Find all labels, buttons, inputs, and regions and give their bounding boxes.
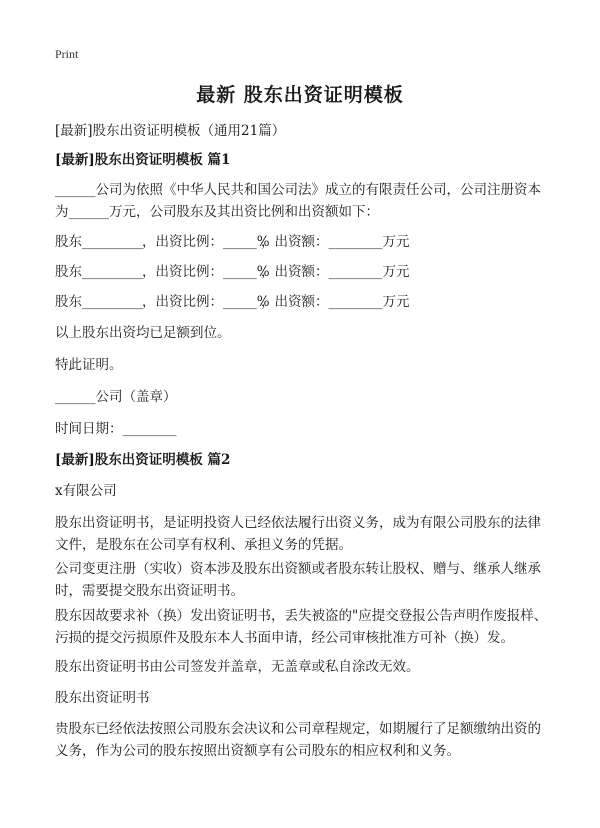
document-subtitle: [最新]股东出资证明模板（通用21篇）: [55, 123, 286, 139]
paragraph: 贵股东已经依法按照公司股东会决议和公司章程规定，如期履行了足额缴纳出资的义务，作为公司的股东按照出资额享有公司股东的相应权利和义务。: [55, 721, 541, 759]
document-title: 最新 股东出资证明模板: [196, 84, 404, 106]
contribution-amount: ，出资额：________万元: [261, 294, 410, 310]
company-seal-line: ______公司（盖章）: [55, 389, 177, 405]
contribution-ratio: ，出资比例：_____%: [142, 234, 270, 250]
paragraph: 股东因故要求补（换）发出资证明书，丢失被盗的"应提交登报公告声明作废报样、污损的提交污损原件及股东本人书面申请，经公司审核批准方可补（换）发。: [55, 608, 548, 646]
contribution-ratio: ，出资比例：_____%: [142, 264, 270, 280]
shareholder-name: 股东_________: [55, 264, 143, 280]
paragraph: 股东出资证明书由公司签发并盖章，无盖章或私自涂改无效。: [55, 659, 420, 675]
company-name: x有限公司: [55, 483, 117, 499]
paragraph: 股东出资证明书: [55, 690, 150, 706]
paid-statement: 以上股东出资均已足额到位。: [55, 325, 231, 341]
shareholder-name: 股东_________: [55, 294, 143, 310]
paragraph: 公司变更注册（实收）资本涉及股东出资额或者股东转让股权、赠与、继承人继承时，需要提交股东出资证明书。: [55, 561, 541, 599]
contribution-ratio: ，出资比例：_____%: [142, 294, 270, 310]
section-1-intro: ______公司为依照《中华人民共和国公司法》成立的有限责任公司，公司注册资本为______万元，公司股东及其出资比例和出资额如下：: [55, 182, 541, 220]
print-label[interactable]: Print: [55, 47, 79, 61]
contribution-amount: ，出资额：________万元: [261, 264, 410, 280]
shareholder-name: 股东_________: [55, 234, 143, 250]
paragraph: 股东出资证明书，是证明投资人已经依法履行出资义务，成为有限公司股东的法律文件，是股东在公司享有权利、承担义务的凭据。: [55, 515, 541, 553]
section-1-heading: [最新]股东出资证明模板 篇1: [55, 152, 231, 168]
section-2-heading: [最新]股东出资证明模板 篇2: [55, 452, 231, 468]
date-line: 时间日期：________: [55, 421, 177, 437]
contribution-amount: ，出资额：________万元: [261, 234, 410, 250]
certify-statement: 特此证明。: [55, 357, 123, 373]
